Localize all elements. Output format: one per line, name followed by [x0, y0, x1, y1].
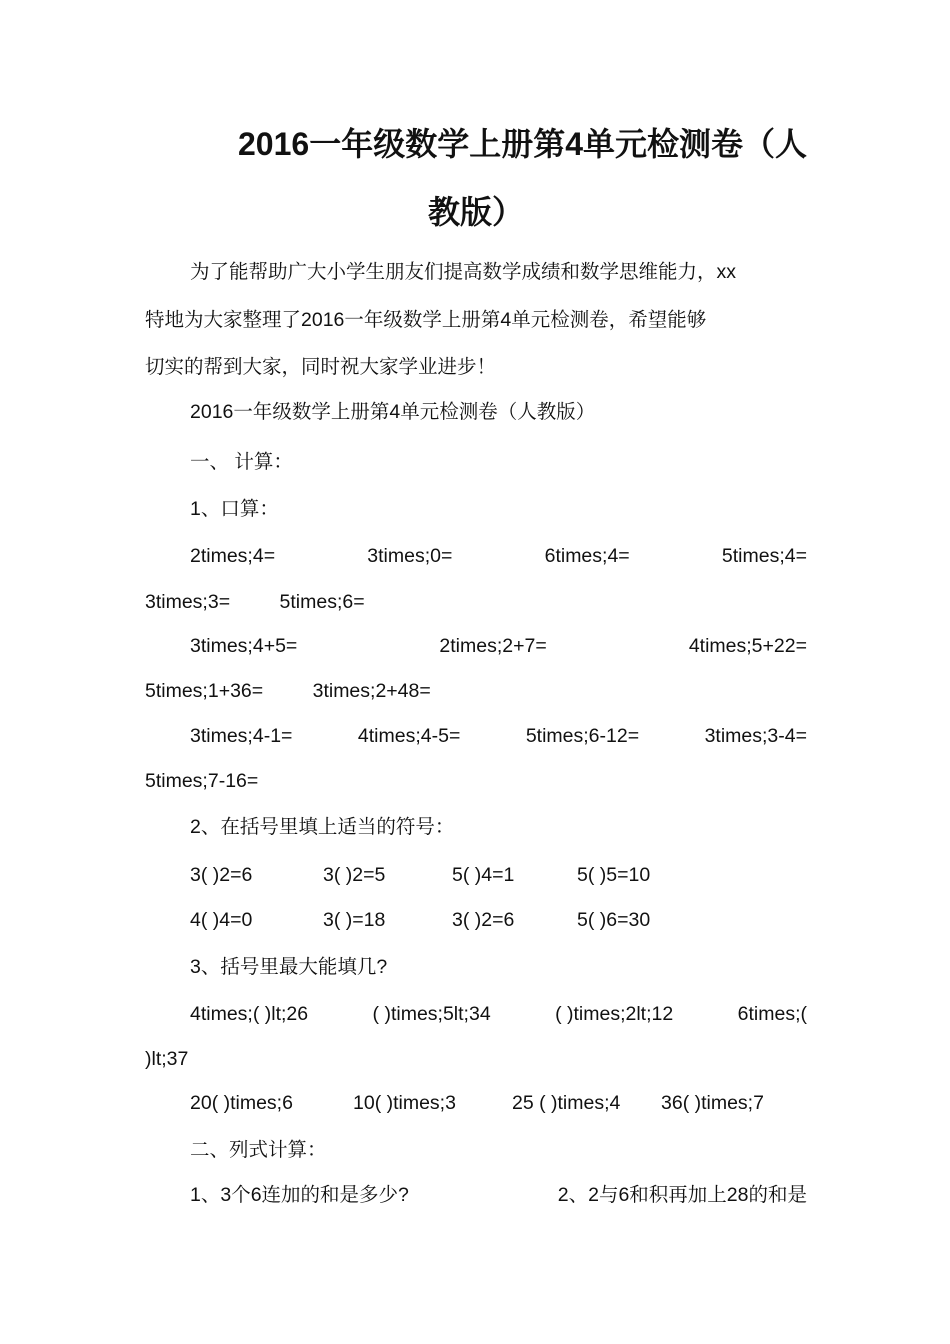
symbol-fill-item: 3( )2=5	[323, 864, 386, 886]
max-fill-row-1-wrap: )lt;37	[145, 1048, 189, 1070]
max-fill-item: 6times;(	[737, 1003, 807, 1025]
max-fill-item: ( )times;5lt;34	[372, 1003, 491, 1025]
oral-calc-row-2	[190, 632, 807, 660]
intro-line-1: 为了能帮助广大小学生朋友们提高数学成绩和数学思维能力，xx	[190, 261, 737, 283]
oral-calc-item: 3times;0=	[367, 545, 453, 567]
max-fill-item: 4times;( )lt;26	[190, 1003, 309, 1025]
oral-calc-item: 5times;1+36=	[145, 680, 264, 702]
document-title-line-2: 教版）	[427, 194, 524, 230]
intro-line-3: 切实的帮到大家，同时祝大家学业进步！	[145, 356, 497, 378]
oral-calc-item: 2times;2+7=	[439, 635, 547, 657]
symbol-fill-row-1	[190, 861, 807, 889]
symbol-fill-item: 3( )2=6	[190, 864, 253, 886]
oral-calc-item: 2times;4=	[190, 545, 276, 567]
subtitle: 2016一年级数学上册第4单元检测卷（人教版）	[190, 401, 596, 423]
oral-calc-item: 5times;6=	[279, 591, 365, 613]
question-1-label: 1、口算：	[190, 498, 279, 520]
oral-calc-row-1	[190, 542, 807, 570]
symbol-fill-item: 5( )4=1	[452, 864, 515, 886]
oral-calc-item: 3times;3-4=	[704, 725, 807, 747]
symbol-fill-item: 3( )=18	[323, 909, 386, 931]
section-heading-equation: 二、列式计算：	[190, 1139, 327, 1161]
max-fill-row-2	[190, 1089, 807, 1117]
symbol-fill-item: 3( )2=6	[452, 909, 515, 931]
oral-calc-item: 3times;4+5=	[190, 635, 298, 657]
document-title-line-1: 2016一年级数学上册第4单元检测卷（人	[238, 126, 807, 162]
equation-row-1	[190, 1181, 807, 1209]
symbol-fill-item: 5( )5=10	[577, 864, 651, 886]
oral-calc-row-3-wrap	[145, 767, 258, 795]
max-fill-item: 20( )times;6	[190, 1092, 293, 1114]
symbol-fill-item: 5( )6=30	[577, 909, 651, 931]
oral-calc-row-2-wrap	[145, 677, 431, 705]
oral-calc-row-1-wrap	[145, 588, 365, 616]
oral-calc-item: 4times;4-5=	[357, 725, 461, 747]
symbol-fill-row-2	[190, 906, 807, 934]
oral-calc-item: 5times;7-16=	[145, 770, 259, 792]
max-fill-item: ( )times;2lt;12	[555, 1003, 674, 1025]
equation-question-1: 1、3个6连加的和是多少?	[190, 1184, 409, 1206]
equation-question-2: 2、2与6和积再加上28的和是	[557, 1184, 807, 1206]
max-fill-row-1	[190, 1000, 807, 1028]
question-2-label: 2、在括号里填上适当的符号：	[190, 816, 455, 838]
oral-calc-item: 6times;4=	[544, 545, 630, 567]
oral-calc-item: 3times;2+48=	[312, 680, 431, 702]
max-fill-item: 10( )times;3	[353, 1092, 456, 1114]
question-3-label: 3、括号里最大能填几?	[190, 956, 388, 978]
oral-calc-item: 4times;5+22=	[688, 635, 807, 657]
oral-calc-item: 5times;6-12=	[525, 725, 640, 747]
intro-line-2: 特地为大家整理了2016一年级数学上册第4单元检测卷，希望能够	[145, 309, 707, 331]
max-fill-item: 25 ( )times;4	[512, 1092, 621, 1114]
section-heading-calculation: 一、 计算：	[190, 451, 293, 473]
oral-calc-item: 3times;4-1=	[190, 725, 293, 747]
oral-calc-item: 5times;4=	[721, 545, 807, 567]
oral-calc-row-3	[190, 722, 807, 750]
max-fill-item: 36( )times;7	[661, 1092, 764, 1114]
symbol-fill-item: 4( )4=0	[190, 909, 253, 931]
oral-calc-item: 3times;3=	[145, 591, 231, 613]
